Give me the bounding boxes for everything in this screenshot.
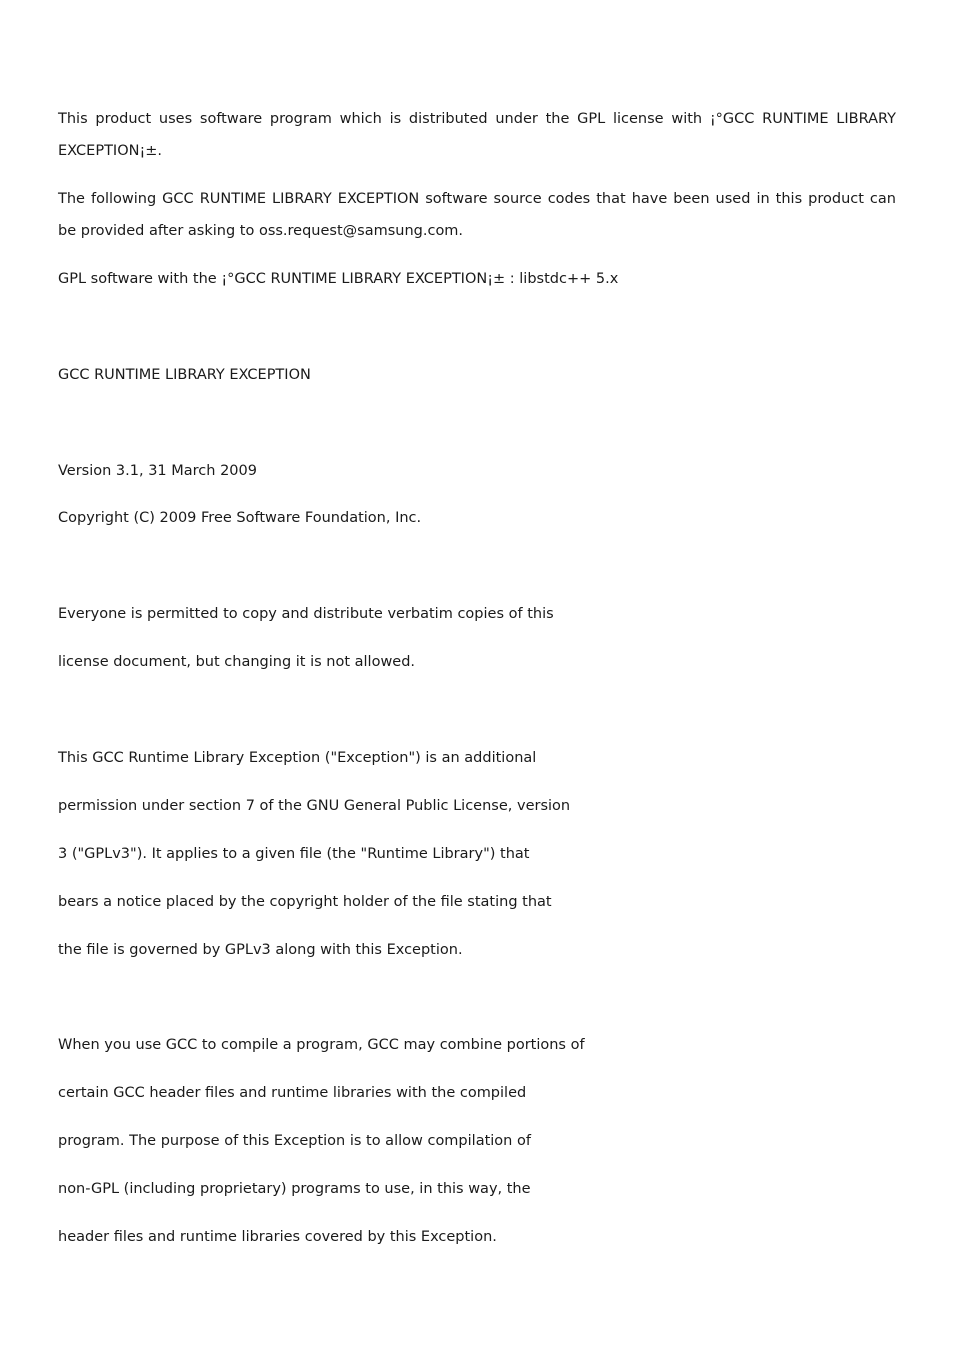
intro-paragraph-1: [58, 103, 896, 167]
intro-paragraph-2: [58, 183, 896, 247]
exception-paragraph-1-line: This GCC Runtime Library Exception ("Exception") is an additional: [58, 750, 537, 766]
intro-paragraph-1-line-1: This product uses software program which is distributed under the GPL license with ¡°GCC RUNTIME LIBRARY: [58, 111, 896, 127]
exception-paragraph-1-line: 3 ("GPLv3"). It applies to a given file (the "Runtime Library") that: [58, 846, 530, 862]
intro-paragraph-1-line-2: EXCEPTION¡±.: [58, 143, 163, 159]
exception-paragraph-1-line: permission under section 7 of the GNU General Public License, version: [58, 798, 571, 814]
exception-paragraph-1-line: bears a notice placed by the copyright holder of the file stating that: [58, 894, 552, 910]
exception-paragraph-2-line: program. The purpose of this Exception is to allow compilation of: [58, 1133, 531, 1149]
permission-line: Everyone is permitted to copy and distribute verbatim copies of this: [58, 606, 554, 622]
license-title: GCC RUNTIME LIBRARY EXCEPTION: [58, 367, 311, 383]
exception-paragraph-2-line: non-GPL (including proprietary) programs to use, in this way, the: [58, 1181, 531, 1197]
intro-paragraph-2-line-1: The following GCC RUNTIME LIBRARY EXCEPTION software source codes that have been used in this product can: [58, 191, 896, 207]
permission-line: license document, but changing it is not allowed.: [58, 654, 416, 670]
license-copyright: Copyright (C) 2009 Free Software Foundation, Inc.: [58, 510, 422, 526]
intro-paragraph-2-line-2: be provided after asking to oss.request@samsung.com.: [58, 223, 464, 239]
intro-paragraph-3: GPL software with the ¡°GCC RUNTIME LIBRARY EXCEPTION¡± : libstdc++ 5.x: [58, 271, 619, 287]
license-version: Version 3.1, 31 March 2009: [58, 463, 257, 479]
exception-paragraph-2-line: certain GCC header files and runtime libraries with the compiled: [58, 1085, 527, 1101]
exception-paragraph-1-line: the file is governed by GPLv3 along with this Exception.: [58, 942, 463, 958]
exception-paragraph-2-line: header files and runtime libraries covered by this Exception.: [58, 1229, 497, 1245]
exception-paragraph-2-line: When you use GCC to compile a program, GCC may combine portions of: [58, 1037, 585, 1053]
